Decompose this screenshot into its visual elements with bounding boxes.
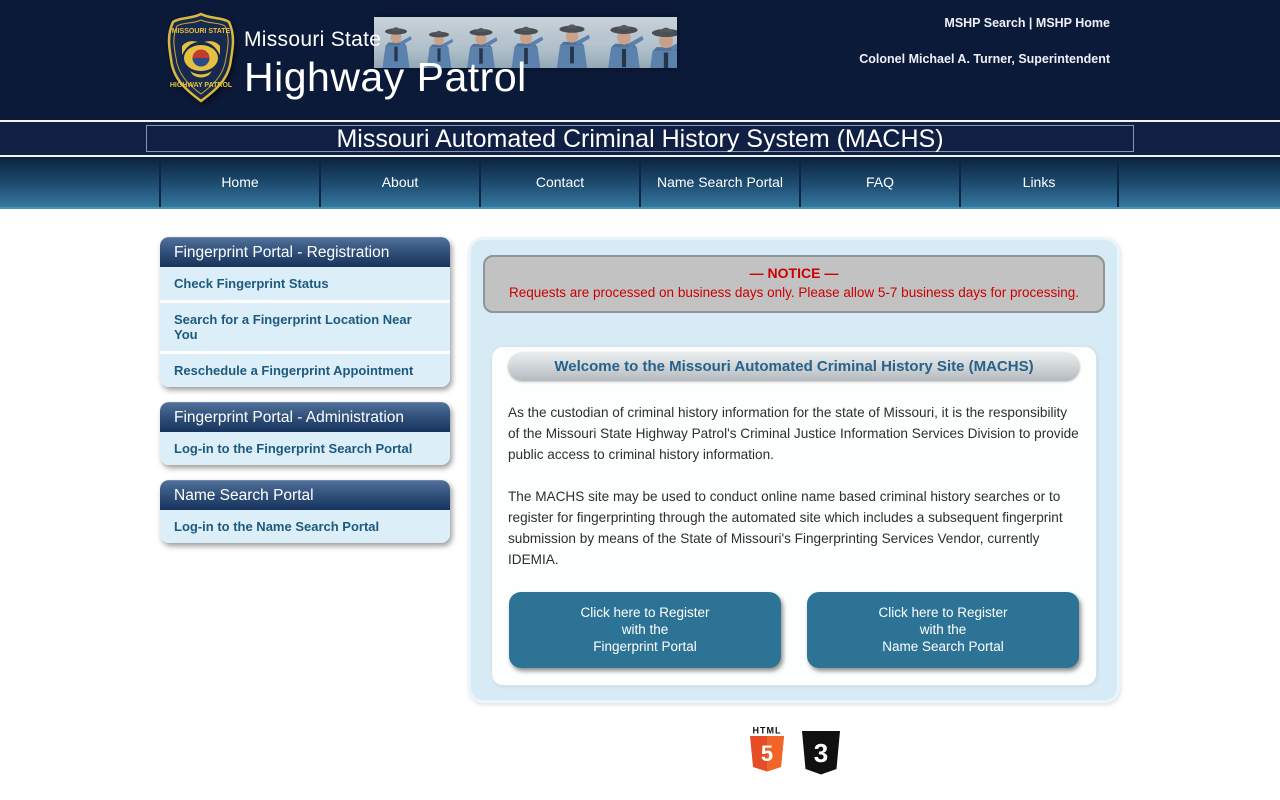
register-name-search-portal-button[interactable] bbox=[807, 592, 1079, 668]
sidebar-item-check-fingerprint-status[interactable]: Check Fingerprint Status bbox=[160, 267, 450, 300]
panel-header-name-search-portal: Name Search Portal bbox=[160, 480, 450, 510]
welcome-paragraph-1: As the custodian of criminal history information for the state of Missouri, it is the responsibility of the Missouri State Highway Patrol's Criminal Justice Information Services Division to provide public access to criminal history information. bbox=[508, 405, 1079, 462]
register-fingerprint-line3: Fingerprint Portal bbox=[593, 639, 697, 654]
banner-title: Missouri Automated Criminal History System (MACHS) bbox=[336, 125, 944, 153]
agency-title-line1: Missouri State bbox=[244, 28, 382, 51]
html5-badge-icon bbox=[748, 725, 786, 773]
logo-bottom-text: HIGHWAY PATROL bbox=[169, 82, 233, 89]
html5-badge-number: 5 bbox=[760, 741, 773, 766]
main-nav bbox=[0, 157, 1280, 209]
validation-badges bbox=[468, 725, 1120, 776]
notice-box bbox=[483, 255, 1105, 313]
nav-item-name-search-portal[interactable]: Name Search Portal bbox=[639, 157, 799, 207]
register-fingerprint-line1: Click here to Register bbox=[580, 605, 710, 620]
panel-fingerprint-administration bbox=[160, 402, 450, 465]
register-name-search-line2: with the bbox=[919, 622, 967, 637]
sidebar bbox=[160, 237, 450, 558]
sidebar-item-login-name-search-portal[interactable]: Log-in to the Name Search Portal bbox=[160, 510, 450, 543]
css3-badge-number: 3 bbox=[813, 738, 828, 768]
panel-name-search-portal bbox=[160, 480, 450, 543]
mshp-badge-logo bbox=[162, 11, 240, 105]
panel-header-fingerprint-administration: Fingerprint Portal - Administration bbox=[160, 402, 450, 432]
mshp-header-links[interactable]: MSHP Search | MSHP Home bbox=[944, 16, 1110, 30]
sidebar-item-reschedule-appointment[interactable]: Reschedule a Fingerprint Appointment bbox=[160, 351, 450, 387]
nav-item-links[interactable]: Links bbox=[959, 157, 1119, 207]
sidebar-item-search-fingerprint-location[interactable]: Search for a Fingerprint Location Near You bbox=[160, 300, 450, 351]
register-fingerprint-portal-button[interactable] bbox=[509, 592, 781, 668]
agency-title bbox=[244, 28, 527, 101]
panel-fingerprint-registration bbox=[160, 237, 450, 387]
machs-banner bbox=[0, 122, 1280, 157]
notice-title: — NOTICE — bbox=[749, 265, 839, 281]
notice-text: Requests are processed on business days only. Please allow 5-7 business days for processing. bbox=[508, 285, 1080, 300]
css3-badge-icon bbox=[801, 730, 841, 776]
panel-header-fingerprint-registration: Fingerprint Portal - Registration bbox=[160, 237, 450, 267]
welcome-box bbox=[491, 346, 1097, 686]
welcome-paragraph-2: The MACHS site may be used to conduct online name based criminal history searches or to register for fingerprinting through the automated site which includes a subsequent fingerprint submission by means of the State of Missouri's Fingerprinting Services Vendor, currently IDEMIA. bbox=[508, 489, 1063, 567]
agency-title-line2: Highway Patrol bbox=[244, 54, 527, 100]
register-fingerprint-line2: with the bbox=[621, 622, 669, 637]
nav-item-about[interactable]: About bbox=[319, 157, 479, 207]
welcome-heading: Welcome to the Missouri Automated Criminal History Site (MACHS) bbox=[508, 352, 1080, 381]
logo-top-text: MISSOURI STATE bbox=[171, 28, 231, 35]
html5-badge-label: HTML bbox=[752, 725, 781, 736]
sidebar-item-login-fingerprint-portal[interactable]: Log-in to the Fingerprint Search Portal bbox=[160, 432, 450, 465]
site-header bbox=[0, 0, 1280, 122]
nav-item-faq[interactable]: FAQ bbox=[799, 157, 959, 207]
nav-item-contact[interactable]: Contact bbox=[479, 157, 639, 207]
main-content-panel bbox=[468, 237, 1120, 703]
nav-item-home[interactable]: Home bbox=[159, 157, 319, 207]
superintendent-text: Colonel Michael A. Turner, Superintendent bbox=[859, 52, 1110, 66]
register-name-search-line1: Click here to Register bbox=[878, 605, 1008, 620]
register-name-search-line3: Name Search Portal bbox=[882, 639, 1004, 654]
